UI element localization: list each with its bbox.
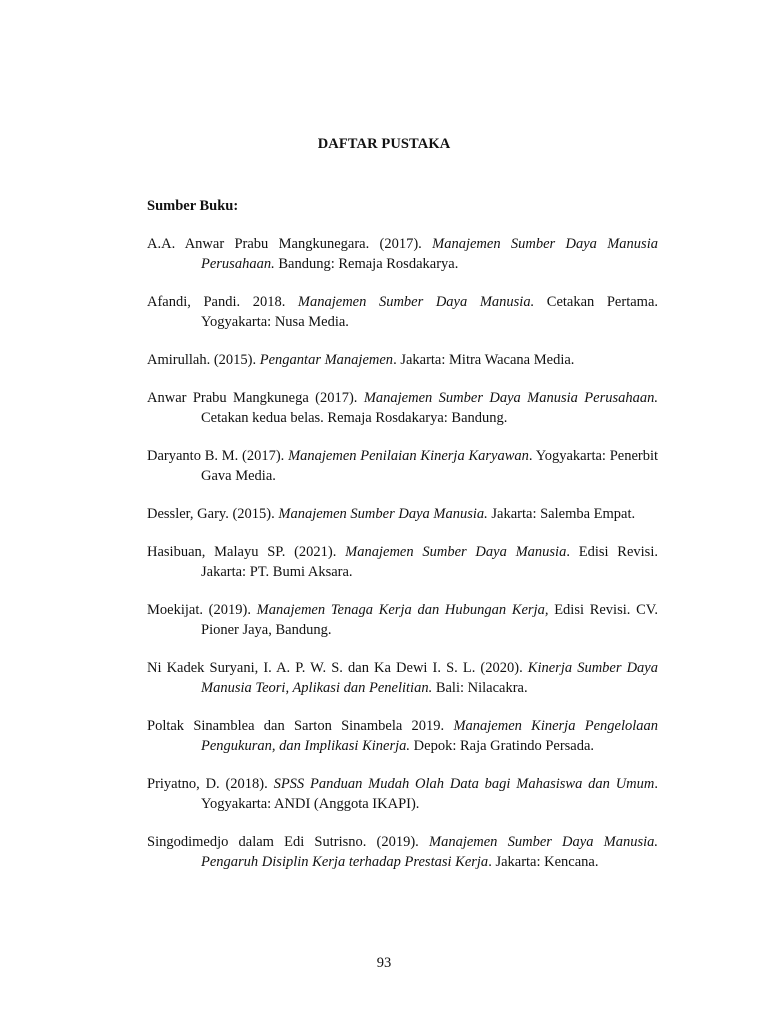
reference-text: Amirullah. (2015). [147,352,260,368]
reference-title: SPSS Panduan Mudah Olah Data bagi Mahasiswa dan Umum [273,776,655,792]
reference-text: Bali: Nilacakra. [432,680,528,696]
reference-item [147,350,658,370]
reference-item [147,716,658,756]
reference-item [147,446,658,486]
reference-title: Manajemen Sumber Daya Manusia [345,544,567,560]
reference-text: Ni Kadek Suryani, I. A. P. W. S. dan Ka Dewi I. S. L. (2020). [147,660,528,676]
reference-title: Manajemen Sumber Daya Manusia. [297,294,535,310]
reference-text: Bandung: Remaja Rosdakarya. [274,256,459,272]
reference-item [147,774,658,814]
reference-text: . Yogyakarta: Penerbit Gava Media. [201,448,659,484]
reference-text: Dessler, Gary. (2015). [147,506,279,522]
reference-title: Manajemen Sumber Daya Manusia. [278,506,488,522]
reference-text: Moekijat. (2019). [147,602,257,618]
reference-text: Daryanto B. M. (2017). [147,448,289,464]
reference-title: Manajemen Tenaga Kerja dan Hubungan Kerja, [256,602,549,618]
reference-text: Depok: Raja Gratindo Persada. [410,738,595,754]
reference-list [147,234,658,890]
reference-title: Pengantar Manajemen [259,352,394,368]
page-number: 93 [376,955,392,971]
reference-text: . Yogyakarta: ANDI (Anggota IKAPI). [201,776,658,812]
reference-item [147,542,658,582]
reference-text: . Edisi Revisi. Jakarta: PT. Bumi Aksara. [201,544,658,580]
reference-text: Anwar Prabu Mangkunega (2017). [147,390,364,406]
reference-text: Cetakan Pertama. Yogyakarta: Nusa Media. [201,294,659,330]
reference-title: Manajemen Kinerja Pengelolaan Pengukuran, dan Implikasi Kinerja. [201,718,658,754]
reference-title: Manajemen Penilaian Kinerja Karyawan [288,448,529,464]
reference-title: Kinerja Sumber Daya Manusia Teori, Aplikasi dan Penelitian. [201,660,658,696]
reference-item [147,504,658,524]
reference-text: Edisi Revisi. CV. Pioner Jaya, Bandung. [201,602,658,638]
reference-text: . Jakarta: Kencana. [488,854,599,870]
reference-text: Poltak Sinamblea dan Sarton Sinambela 2019. [147,718,454,734]
reference-title: Manajemen Sumber Daya Manusia Perusahaan. [363,390,658,406]
reference-item [147,658,658,698]
reference-item [147,388,658,428]
reference-text: Singodimedjo dalam Edi Sutrisno. (2019). [147,834,429,850]
page-title: DAFTAR PUSTAKA [317,136,451,152]
reference-item [147,292,658,332]
reference-text: Hasibuan, Malayu SP. (2021). [147,544,346,560]
reference-text: . Jakarta: Mitra Wacana Media. [393,352,575,368]
reference-text: Jakarta: Salemba Empat. [487,506,636,522]
reference-text: Afandi, Pandi. 2018. [147,294,298,310]
reference-item [147,234,658,274]
section-heading: Sumber Buku: [147,198,239,214]
reference-item [147,600,658,640]
reference-text: Priyatno, D. (2018). [147,776,274,792]
reference-text: Cetakan kedua belas. Remaja Rosdakarya: Bandung. [201,410,508,426]
reference-title: Manajemen Sumber Daya Manusia. Pengaruh Disiplin Kerja terhadap Prestasi Kerja [201,834,658,870]
reference-text: A.A. Anwar Prabu Mangkunegara. (2017). [147,236,433,252]
reference-title: Manajemen Sumber Daya Manusia Perusahaan. [201,236,658,272]
reference-item [147,832,658,872]
